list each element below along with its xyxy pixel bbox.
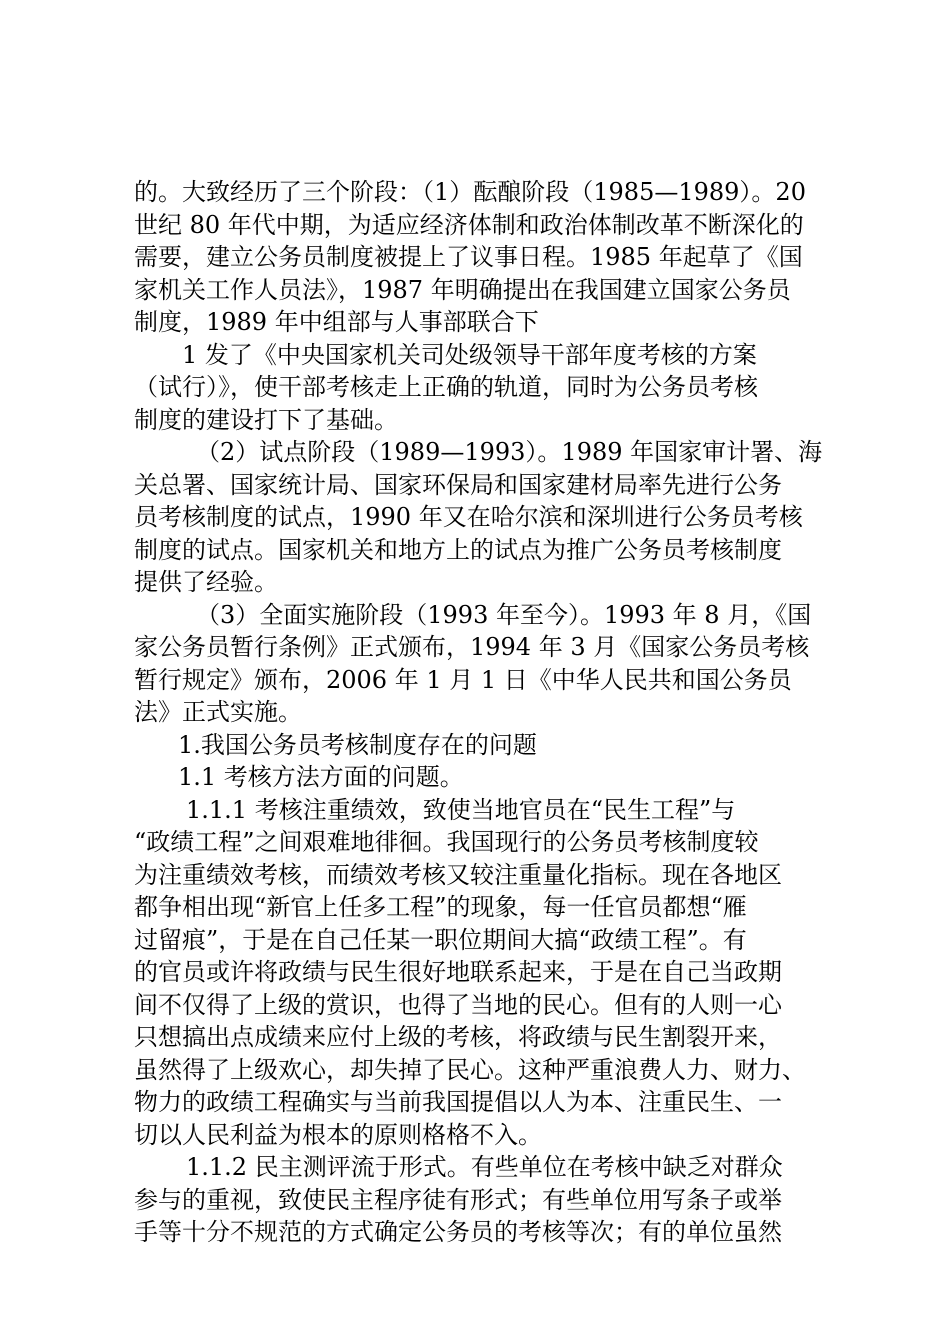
text-line: 为注重绩效考核，而绩效考核又较注重量化指标。现在各地区: [134, 860, 782, 889]
text-line: 1.1.2 民主测评流于形式。有些单位在考核中缺乏对群众: [186, 1153, 783, 1181]
text-line: 制度的建设打下了基础。: [134, 405, 398, 434]
text-line: 法》正式实施。: [134, 698, 302, 726]
text-line: 间不仅得了上级的赏识，也得了当地的民心。但有的人则一心: [134, 990, 782, 1019]
subsection-heading: 1.1 考核方法方面的问题。: [178, 763, 464, 791]
text-line: 手等十分不规范的方式确定公务员的考核等次；有的单位虽然: [134, 1218, 782, 1246]
text-line: 物力的政绩工程确实与当前我国提倡以人为本、注重民生、一: [134, 1088, 782, 1116]
text-line: 1.1.1 考核注重绩效，致使当地官员在“民生工程”与: [186, 795, 736, 824]
text-line: 家公务员暂行条例》正式颁布，1994 年 3 月《国家公务员考核: [134, 633, 810, 661]
text-line: 只想搞出点成绩来应付上级的考核，将政绩与民生割裂开来，: [134, 1023, 782, 1051]
text-line: 的官员或许将政绩与民生很好地联系起来，于是在自己当政期: [134, 958, 782, 986]
text-line: 提供了经验。: [134, 568, 278, 596]
text-line: 需要，建立公务员制度被提上了议事日程。1985 年起草了《国: [134, 243, 803, 271]
text-line: 暂行规定》颁布，2006 年 1 月 1 日《中华人民共和国公务员: [134, 665, 792, 694]
text-line: 世纪 80 年代中期，为适应经济体制和政治体制改革不断深化的: [134, 210, 804, 239]
text-line: 虽然得了上级欢心，却失掉了民心。这种严重浪费人力、财力、: [134, 1055, 806, 1084]
text-line: 制度，1989 年中组部与人事部联合下: [134, 308, 539, 336]
text-line: 1 发了《中央国家机关司处级领导干部年度考核的方案: [182, 340, 757, 369]
text-line: 切以人民利益为根本的原则格格不入。: [134, 1120, 542, 1149]
text-line: （3）全面实施阶段（1993 年至今）。1993 年 8 月，《国: [196, 600, 812, 629]
text-line: （试行）》，使干部考核走上正确的轨道，同时为公务员考核: [134, 373, 758, 401]
section-heading: 1.我国公务员考核制度存在的问题: [178, 730, 537, 759]
text-line: “政绩工程”之间艰难地徘徊。我国现行的公务员考核制度较: [134, 828, 759, 856]
text-line: 过留痕”，于是在自己任某一职位期间大搞“政绩工程”。有: [134, 925, 747, 954]
text-line: 的。大致经历了三个阶段：（1）酝酿阶段（1985—1989）。20: [134, 178, 806, 206]
text-line: 员考核制度的试点，1990 年又在哈尔滨和深圳进行公务员考核: [134, 503, 803, 531]
text-line: 家机关工作人员法》，1987 年明确提出在我国建立国家公务员: [134, 275, 791, 304]
text-line: （2）试点阶段（1989—1993）。1989 年国家审计署、海: [196, 438, 823, 466]
text-line: 参与的重视，致使民主程序徒有形式；有些单位用写条子或举: [134, 1185, 782, 1214]
document-body: [134, 176, 834, 1249]
text-line: 都争相出现“新官上任多工程”的现象，每一任官员都想“雁: [134, 893, 747, 921]
text-line: 制度的试点。国家机关和地方上的试点为推广公务员考核制度: [134, 535, 782, 564]
text-line: 关总署、国家统计局、国家环保局和国家建材局率先进行公务: [134, 470, 782, 499]
